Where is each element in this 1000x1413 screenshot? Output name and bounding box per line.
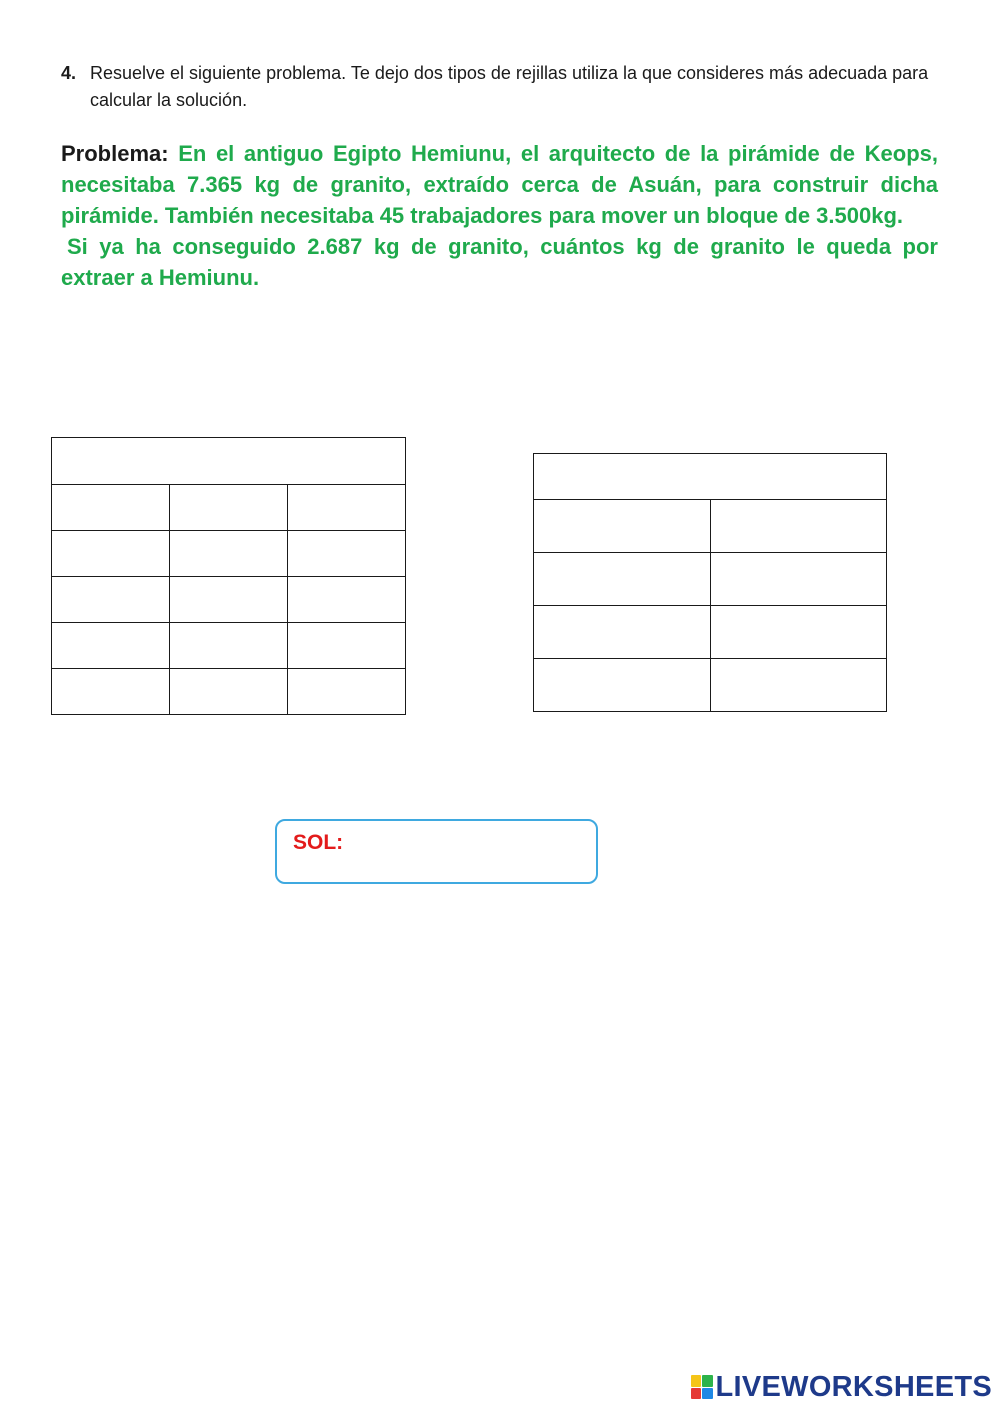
problem-block [61,138,938,293]
problem-label: Problema: [61,141,169,166]
liveworksheets-logo [691,1371,993,1403]
calculation-grid-three-columns [51,437,406,715]
grid-cell[interactable] [710,659,887,712]
grid-cell[interactable] [534,659,711,712]
calculation-grid-two-columns [533,453,887,712]
grid-cell[interactable] [710,553,887,606]
problem-question: Si ya ha conseguido 2.687 kg de granito, cuántos kg de granito le queda por extraer a Hemiunu. [61,234,938,290]
solution-label: SOL: [293,831,344,854]
instruction-number: 4. [61,63,77,83]
grid-cell[interactable] [52,577,170,623]
grid-cell[interactable] [52,623,170,669]
grid-header-cell[interactable] [534,454,887,500]
problem-statement: En el antiguo Egipto Hemiunu, el arquitecto de la pirámide de Keops, necesitaba 7.365 kg de granito, extraído cerca de Asuán, para construir dicha pirámide. También necesitaba 45 trabajadores para mover un bloque de 3.500kg. [61,141,938,228]
grid-cell[interactable] [534,500,711,553]
grid-cell[interactable] [170,623,288,669]
grid-cell[interactable] [288,669,406,715]
instruction-text: Resuelve el siguiente problema. Te dejo dos tipos de rejillas utiliza la que consideres más adecuada para calcular la solución. [90,63,929,110]
grid-cell[interactable] [534,553,711,606]
grid-cell[interactable] [52,531,170,577]
grid-cell[interactable] [534,606,711,659]
grid-cell[interactable] [710,606,887,659]
grid-cell[interactable] [288,577,406,623]
grid-cell[interactable] [710,500,887,553]
grid-cell[interactable] [170,669,288,715]
grid-cell[interactable] [288,623,406,669]
instruction [61,60,941,114]
grid-cell[interactable] [288,485,406,531]
grid-cell[interactable] [170,577,288,623]
liveworksheets-logo-icon [691,1375,713,1399]
grid-cell[interactable] [52,485,170,531]
logo-wordmark: LIVEWORKSHEETS [715,1370,992,1403]
grid-cell[interactable] [170,485,288,531]
grid-cell[interactable] [52,669,170,715]
solution-answer-box[interactable] [275,819,598,884]
grid-header-cell[interactable] [52,438,406,485]
grid-cell[interactable] [288,531,406,577]
grid-cell[interactable] [170,531,288,577]
